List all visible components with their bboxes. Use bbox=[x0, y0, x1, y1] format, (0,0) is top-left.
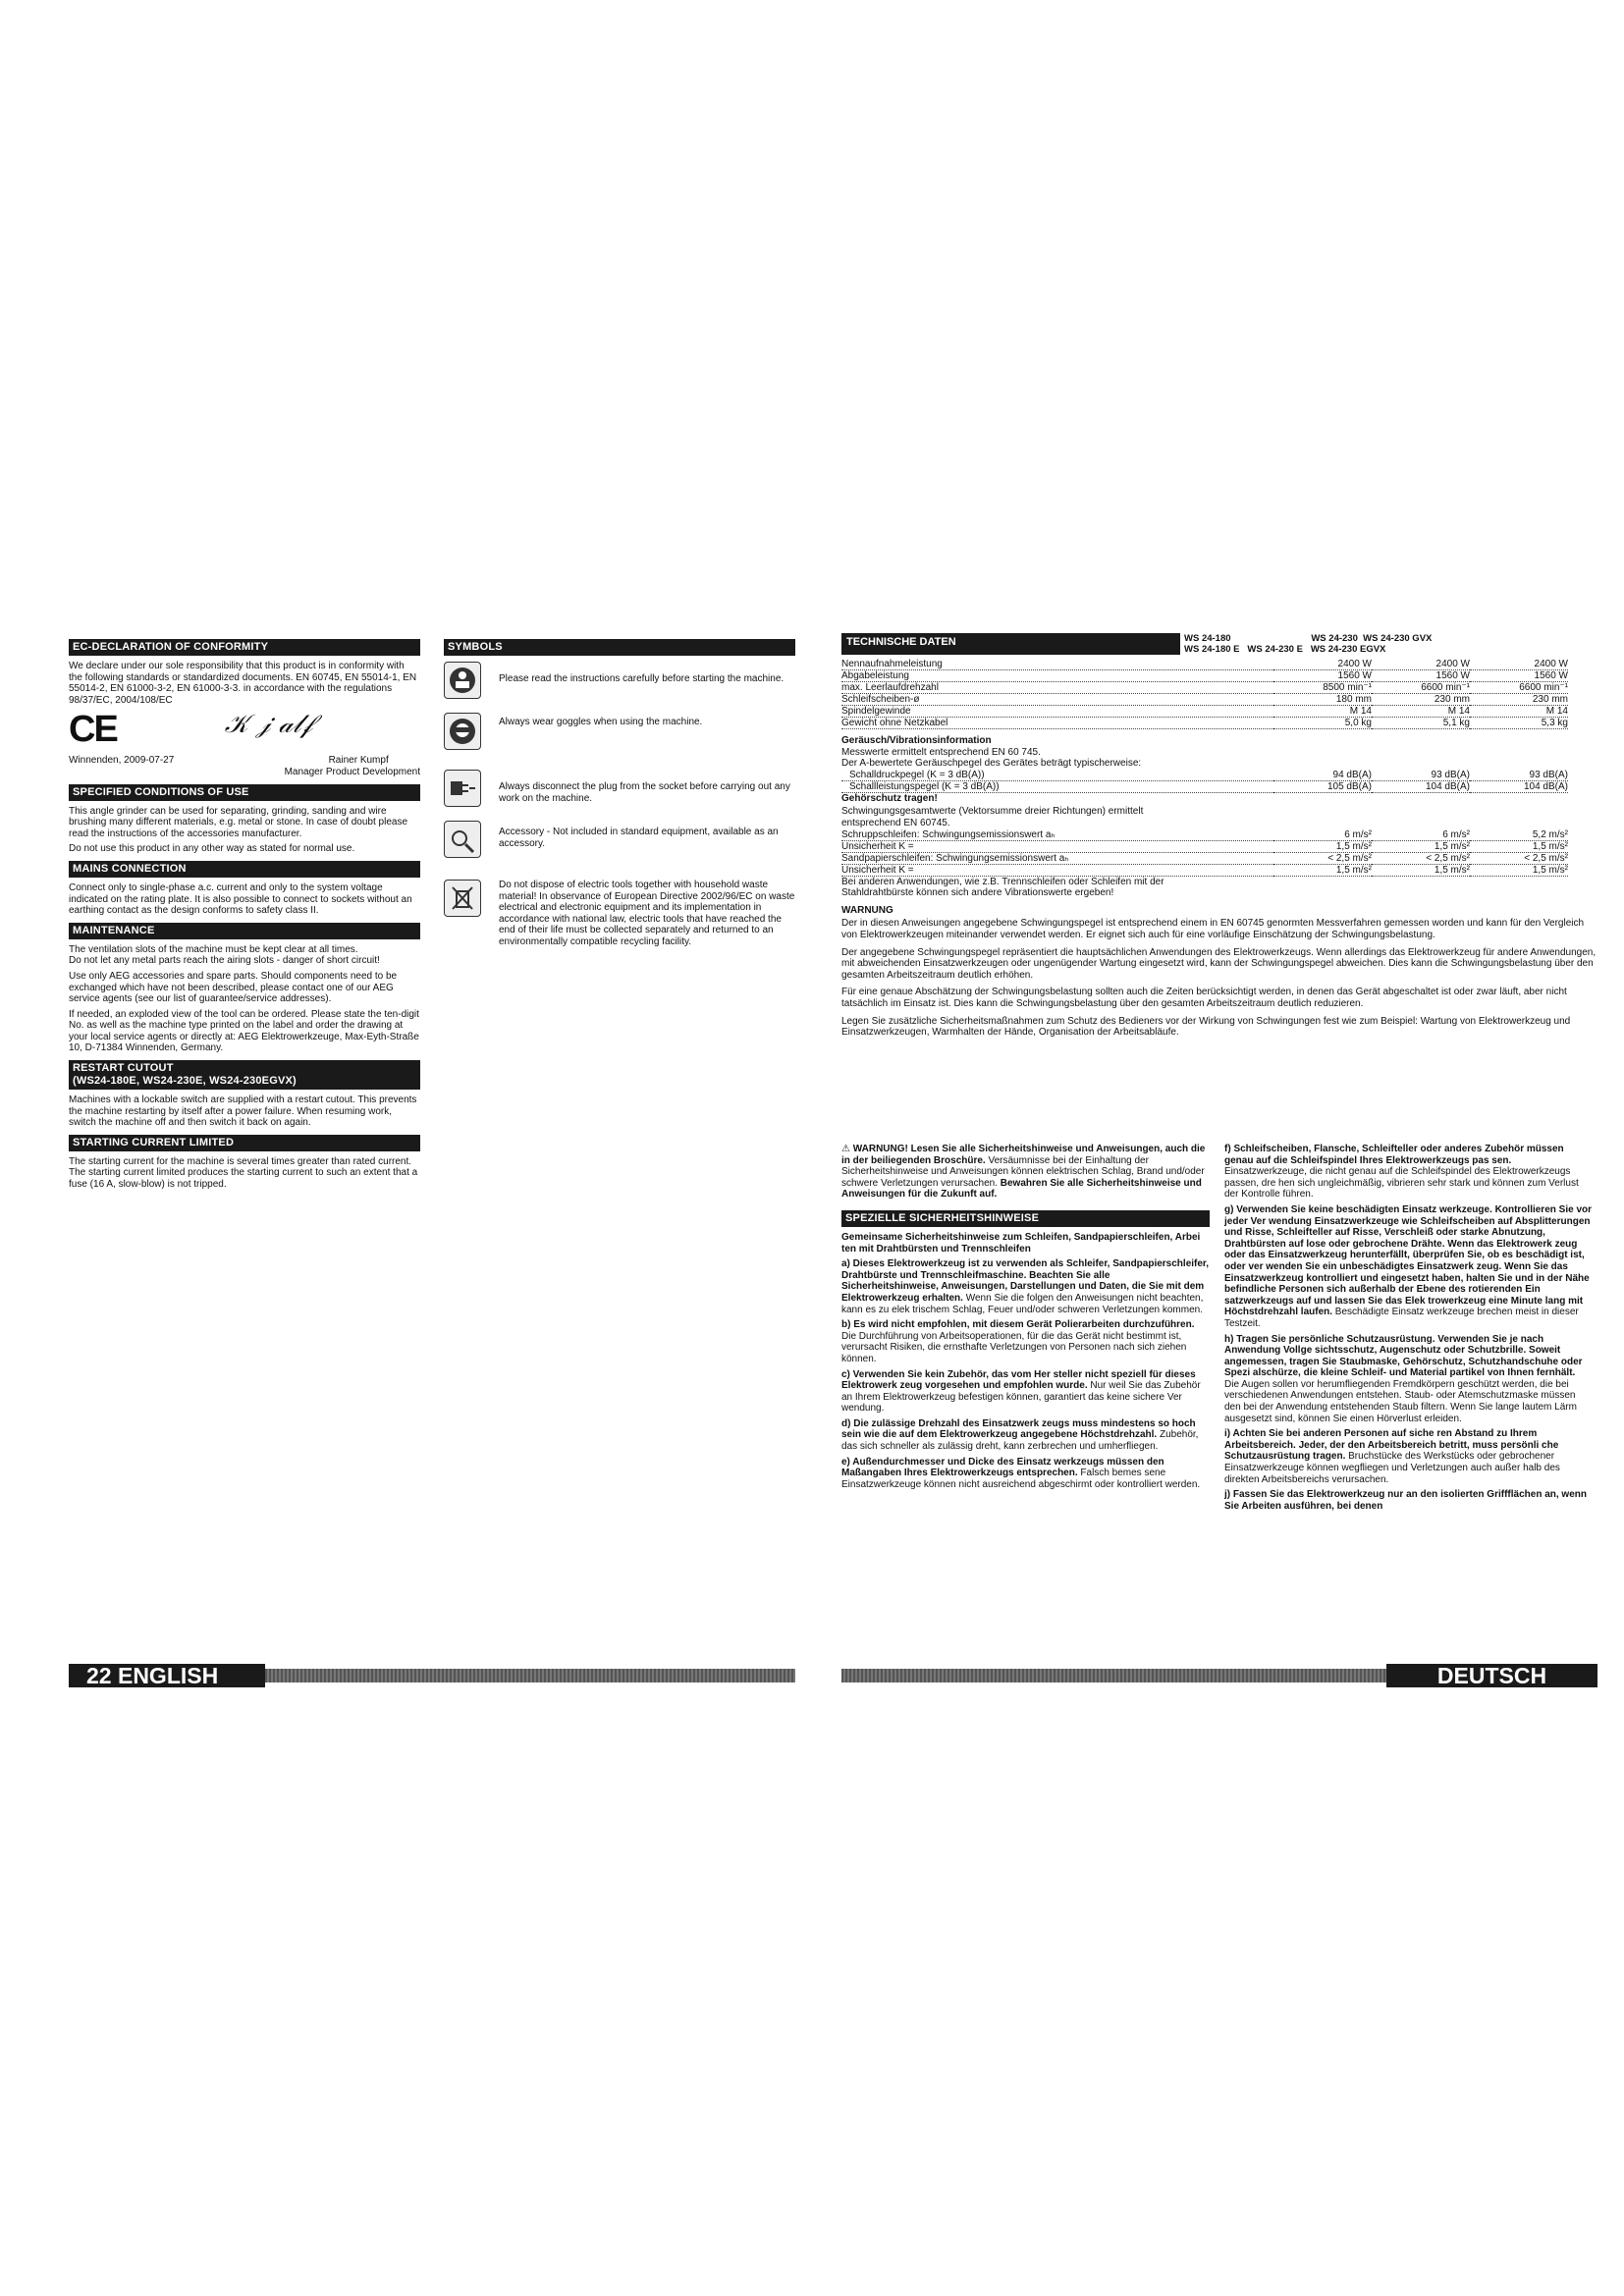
rule-a: a) Dieses Elektrowerkzeug ist zu verwenden als Schleifer, Sandpapierschleifer, Drahtbürste und Trennschleifmaschine. Beachten Sie alle Sicherheitshinweise, Anweisungen, Darstellungen und Daten, die Sie mit dem Elektrowerkzeug erhalten. Wenn Sie die folgen den Anweisungen nicht beachten, kann es zu elek trischem Schlag, Feuer und/oder schweren Verletzungen kommen. bbox=[841, 1258, 1210, 1315]
warning-triangle-icon: ⚠ bbox=[841, 1144, 853, 1154]
rule-j: j) Fassen Sie das Elektrowerkzeug nur an den isolierten Griffflächen an, wenn Sie Arbeiten ausführen, bei denen bbox=[1224, 1489, 1587, 1512]
rule-c: c) Verwenden Sie kein Zubehör, das vom Her steller nicht speziell für dieses Elektrowerk zeug vorgesehen und empfohlen wurde. Nur weil Sie das Zubehör an Ihrem Elektrowerkzeug befestigen können, garantiert das keine sichere Ver wendung. bbox=[841, 1368, 1201, 1415]
rule-h: h) Tragen Sie persönliche Schutzausrüstung. Verwenden Sie je nach Anwendung Vollge sichtsschutz, Augenschutz oder Schutzbrille. Soweit angemessen, tragen Sie Staubmaske, Gehörschutz, Schutzhandschuhe oder Spezi alschürze, die kleine Schleif- und Material partikel von Ihnen fernhält. Die Augen sollen vor herumfliegenden Fremdkörpern geschützt werden, die bei verschiedenen Anwendungen entstehen. Staub- oder Atemschutzmaske müssen den bei der Anwendung entstehenden Staub filtern. Wenn Sie lange lautem Lärm ausgesetzt sind, können Sie einen Hörverlust erleiden. bbox=[1224, 1333, 1583, 1424]
rule-d: d) Die zulässige Drehzahl des Einsatzwerk zeugs muss mindestens so hoch sein wie die auf dem Elektrowerkzeug angegebene Höchstdrehzahl. Zubehör, das sich schneller als zulässig dreht, kann zerbrechen und umherfliegen. bbox=[841, 1417, 1199, 1453]
model-line-1: WS 24-180 WS 24-230 WS 24-230 GVX bbox=[1184, 633, 1433, 644]
table-row: Sandpapierschleifen: Schwingungsemissionswert aₕ < 2,5 m/s² < 2,5 m/s² < 2,5 m/s² bbox=[841, 852, 1568, 864]
signer-role: Manager Product Development bbox=[284, 766, 420, 777]
spec-table bbox=[841, 659, 1568, 729]
restart-cutout-header bbox=[69, 1060, 420, 1090]
place-date: Winnenden, 2009-07-27 bbox=[69, 755, 175, 767]
rule-i: i) Achten Sie bei anderen Personen auf siche ren Abstand zu Ihrem Arbeitsbereich. Jeder, der den Arbeitsbereich betritt, muss persönli che Schutzausrüstung tragen. Bruchstücke des Werkstücks oder gebrochener Einsatzwerkzeuge können wegfliegen und Verletzungen auch außer halb des direkten Arbeitsbereichs verursachen. bbox=[1224, 1428, 1560, 1485]
table-row: Abgabeleistung 1560 W 1560 W 1560 W bbox=[841, 670, 1568, 681]
symbol-row bbox=[444, 880, 795, 948]
maintenance-p2: Do not let any metal parts reach the airing slots - danger of short circuit! bbox=[69, 955, 380, 967]
starting-current-p1: The starting current for the machine is several times greater than rated current. The starting current limited produces the starting current to such an extent that a fuse (16 A, slow-blow) is not tripped. bbox=[69, 1155, 418, 1191]
model-names bbox=[1180, 633, 1432, 655]
technical-data-title: TECHNISCHE DATEN bbox=[841, 633, 1180, 655]
table-row: Spindelgewinde M 14 M 14 M 14 bbox=[841, 706, 1568, 717]
rule-g: g) Verwenden Sie keine beschädigten Einsatz werkzeuge. Kontrollieren Sie vor jeder Ver wendung Einsatzwerkzeuge wie Schleifscheiben auf Absplitterungen und Risse, Schleifteller auf Risse, Verschleiß oder starke Abnutzung, Drahtbürsten auf lose oder gebrochene Drähte. Wenn das Elektrowerk zeug oder das Einsatzwerkzeug herunterfällt, überprüfen Sie, ob es beschädigt ist, oder ver wenden Sie ein unbeschädigtes Einsatzwerk zeug. Wenn Sie das Einsatzwerkzeug kontrolliert und eingesetzt haben, halten Sie und in der Nähe befindliche Personen sich außerhalb der Ebene des rotierenden Ein satzwerkzeugs auf und lassen Sie das Elek trowerkzeug eine Minute lang mit Höchstdrehzahl laufen. Beschädigte Einsatz werkzeuge brechen meist in dieser Testzeit. bbox=[1224, 1203, 1592, 1329]
technical-data-section bbox=[841, 633, 1597, 1044]
vibration-table bbox=[841, 829, 1568, 877]
warning-keep: Bewahren Sie alle Sicherheitshinweise und Anweisungen für die Zukunft auf. bbox=[841, 1177, 1202, 1201]
ec-declaration-header: EC-DECLARATION OF CONFORMITY bbox=[69, 639, 420, 656]
specified-conditions-p1: This angle grinder can be used for separating, grinding, sanding and wire brushing many different materials, e.g. metal or stone. In case of doubt please read the instructions of the accessories manufacturer. bbox=[69, 805, 408, 839]
signature-icon: 𝒦 𝒿 𝒶𝓁𝒻 bbox=[224, 710, 313, 740]
deutsch-page bbox=[812, 0, 1624, 2296]
symbol-row bbox=[444, 821, 795, 858]
rule-e: e) Außendurchmesser und Dicke des Einsatz werkzeugs müssen den Maßangaben Ihres Elektrowerkzeugs entsprechen. Falsch bemes sene Einsatzwerkzeuge können nicht ausreichend abgeschirmt oder kontrolliert werden. bbox=[841, 1456, 1201, 1490]
maintenance-p3: Use only AEG accessories and spare parts. Should components need to be exchanged which have not been described, please contact one of our AEG service agents (see our list of guarantee/service addresses). bbox=[69, 970, 398, 1005]
rule-f: f) Schleifscheiben, Flansche, Schleifteller oder anderes Zubehör müssen genau auf die Schleifspindel Ihres Elektrowerkzeugs pas sen. Einsatzwerkzeuge, die nicht genau auf die Schleifspindel des Elektrowerkzeugs passen, dre hen sich ungleichmäßig, vibrieren sehr stark und können zum Verlust der Kontrolle führen. bbox=[1224, 1144, 1579, 1201]
table-row: Schalldruckpegel (K = 3 dB(A)) 94 dB(A) 93 dB(A) 93 dB(A) bbox=[841, 770, 1568, 781]
warning-text-1: Der in diesen Anweisungen angegebene Schwingungspegel ist entsprechend einem in EN 60745 genormten Messverfahren gemessen worden und kann für den Vergleich von Elektrowerkzeugen miteinander verwendet werden. Er eignet sich auch für eine vorläufige Einschätzung der Schwingungsbelastung. bbox=[841, 918, 1585, 940]
goggles-icon bbox=[444, 713, 481, 750]
maintenance-header: MAINTENANCE bbox=[69, 923, 420, 939]
warning-heading: WARNUNG bbox=[841, 904, 893, 916]
symbol-text: Always disconnect the plug from the socket before carrying out any work on the machine. bbox=[499, 781, 790, 804]
table-row: Nennaufnahmeleistung 2400 W 2400 W 2400 W bbox=[841, 659, 1568, 669]
vibration-text: Schwingungsgesamtwerte (Vektorsumme dreier Richtungen) ermittelt entsprechend EN 60745. bbox=[841, 806, 1144, 828]
specified-conditions-p2: Do not use this product in any other way as stated for normal use. bbox=[69, 843, 355, 855]
ce-mark: CE bbox=[69, 709, 117, 751]
noise-table bbox=[841, 770, 1568, 793]
table-row: Schruppschleifen: Schwingungsemissionswert aₕ 6 m/s² 6 m/s² 5,2 m/s² bbox=[841, 828, 1568, 840]
warning-bold: WARNUNG! Lesen Sie alle Sicherheitshinweise und Anweisungen, auch die in der beiliegenden Broschüre. bbox=[841, 1144, 1206, 1166]
symbol-row bbox=[444, 713, 795, 750]
signer-name: Rainer Kumpf bbox=[328, 755, 389, 767]
warning-text-3: Für eine genaue Abschätzung der Schwingungsbelastung sollten auch die Zeiten berücksichtigt werden, in denen das Gerät abgeschaltet ist oder zwar läuft, aber nicht tatsächlich im Einsatz ist. Dies kann die Schwingungsbelastung über den gesamten Arbeitszeitraum deutlich reduzieren. bbox=[841, 987, 1567, 1009]
restart-cutout-models: (WS24-180E, WS24-230E, WS24-230EGVX) bbox=[73, 1075, 297, 1088]
warning-text-4: Legen Sie zusätzliche Sicherheitsmaßnahmen zum Schutz des Bedieners vor der Wirkung von Schwingungen fest wie zum Beispiel: Wartung von Elektrowerkzeug und Einsatzwerkzeugen, Warmhalten der Hände, Organisation der Arbeitsabläufe. bbox=[841, 1015, 1571, 1039]
warning-body: Versäumnisse bei der Einhaltung der Sicherheitshinweise und Anweisungen können elektrischen Schlag, Brand und/oder schwere Verletzungen verursachen. bbox=[841, 1154, 1205, 1189]
specified-conditions-header: SPECIFIED CONDITIONS OF USE bbox=[69, 784, 420, 801]
left-column-1 bbox=[69, 633, 420, 1195]
symbol-text: Always wear goggles when using the machine. bbox=[499, 717, 703, 727]
table-row: Schleifscheiben-ø 180 mm 230 mm 230 mm bbox=[841, 694, 1568, 705]
table-row: max. Leerlaufdrehzahl 8500 min⁻¹ 6600 min⁻¹ 6600 min⁻¹ bbox=[841, 682, 1568, 693]
left-column-2 bbox=[444, 633, 795, 962]
unplug-icon bbox=[444, 770, 481, 807]
model-line-2: WS 24-180 E WS 24-230 E WS 24-230 EGVX bbox=[1184, 644, 1386, 655]
hearing-protection: Gehörschutz tragen! bbox=[841, 792, 938, 804]
symbol-row bbox=[444, 770, 795, 807]
mains-connection-p1: Connect only to single-phase a.c. current and only to the system voltage indicated on the rating plate. It is also possible to connect to sockets without an earthing contact as the design conforms to safety class II. bbox=[69, 881, 412, 917]
right-column-b bbox=[1224, 1144, 1593, 1516]
right-column-a bbox=[841, 1144, 1210, 1494]
special-safety-header: SPEZIELLE SICHERHEITSHINWEISE bbox=[841, 1210, 1210, 1227]
footer-label-english: 22 ENGLISH bbox=[69, 1664, 265, 1687]
maintenance-p4: If needed, an exploded view of the tool can be ordered. Please state the ten-digit No. as well as the machine type printed on the label and order the drawing at your local service agents or directly at: AEG Elektrowerkzeuge, Max-Eyth-Straße 10, D-71384 Winnenden, Germany. bbox=[69, 1008, 419, 1054]
ec-declaration-text: We declare under our sole responsibility that this product is in conformity with the following standards or standardized documents. EN 60745, EN 55014-1, EN 55014-2, EN 61000-3-2, EN 61000-3-3. in accordance with the regulations 98/37/EC, 2004/108/EC bbox=[69, 661, 417, 706]
footer-label-deutsch: DEUTSCH bbox=[1386, 1664, 1597, 1687]
crossed-bin-icon bbox=[444, 880, 481, 917]
footer-stripe bbox=[841, 1669, 1386, 1682]
symbol-text: Accessory - Not included in standard equipment, available as an accessory. bbox=[499, 827, 779, 849]
book-reader-icon bbox=[444, 662, 481, 699]
accessory-icon bbox=[444, 821, 481, 858]
rule-b: b) Es wird nicht empfohlen, mit diesem Gerät Polierarbeiten durchzuführen. Die Durchführung von Arbeitsoperationen, für die das Gerät nicht bestimmt ist, verursacht Risiken, die ernsthafte Verletzungen von Personen nach sich ziehen können. bbox=[841, 1319, 1195, 1364]
technical-data-header bbox=[841, 633, 1597, 655]
noise-text-2: Der A-bewertete Geräuschpegel des Gerätes beträgt typischerweise: bbox=[841, 758, 1142, 770]
mains-connection-header: MAINS CONNECTION bbox=[69, 861, 420, 878]
starting-current-header: STARTING CURRENT LIMITED bbox=[69, 1135, 420, 1151]
maintenance-p1: The ventilation slots of the machine must be kept clear at all times. bbox=[69, 943, 358, 955]
table-row: Gewicht ohne Netzkabel 5,0 kg 5,1 kg 5,3 kg bbox=[841, 718, 1568, 728]
vibration-note: Bei anderen Anwendungen, wie z.B. Trennschleifen oder Schleifen mit der Stahldrahtbürste können sich andere Vibrationswerte ergeben! bbox=[841, 876, 1164, 899]
table-row: Unsicherheit K = 1,5 m/s² 1,5 m/s² 1,5 m/s² bbox=[841, 840, 1568, 852]
table-row: Unsicherheit K = 1,5 m/s² 1,5 m/s² 1,5 m/s² bbox=[841, 864, 1568, 876]
symbol-text: Do not dispose of electric tools together with household waste material! In observance of European Directive 2002/96/EC on waste electrical and electronic equipment and its implementation in accordance with national law, electric tools that have reached the end of their life must be collected separately and returned to an environmentally compatible recycling facility. bbox=[499, 880, 795, 947]
warning-block bbox=[841, 1144, 1210, 1201]
noise-text-1: Messwerte ermittelt entsprechend EN 60 745. bbox=[841, 746, 1041, 758]
special-safety-intro: Gemeinsame Sicherheitshinweise zum Schleifen, Sandpapierschleifen, Arbei ten mit Drahtbürsten und Trennschleifen bbox=[841, 1231, 1201, 1255]
table-row: Schallleistungspegel (K = 3 dB(A)) 105 dB(A) 104 dB(A) 104 dB(A) bbox=[841, 780, 1568, 792]
symbols-header: SYMBOLS bbox=[444, 639, 795, 656]
restart-cutout-title: RESTART CUTOUT bbox=[73, 1062, 174, 1075]
symbol-row bbox=[444, 662, 795, 699]
warning-text-2: Der angegebene Schwingungspegel repräsentiert die hauptsächlichen Anwendungen des Elektrowerkzeugs. Wenn allerdings das Elektrowerkzeug für andere Anwendungen, mit abweichenden Einsatzwerkzeugen oder ungenügender Wartung eingesetzt wird, kann der Schwingungspegel abweichen. Dies kann die Schwingungsbelastung über den gesamten Arbeitszeitraum deutlich erhöhen. bbox=[841, 946, 1597, 981]
symbol-text: Please read the instructions carefully before starting the machine. bbox=[499, 673, 785, 684]
noise-heading: Geräusch/Vibrationsinformation bbox=[841, 735, 992, 746]
footer-stripe bbox=[265, 1669, 795, 1682]
restart-cutout-p1: Machines with a lockable switch are supplied with a restart cutout. This prevents the machine restarting by itself after a power failure. When resuming work, switch the machine off and then switch it back on again. bbox=[69, 1095, 417, 1129]
